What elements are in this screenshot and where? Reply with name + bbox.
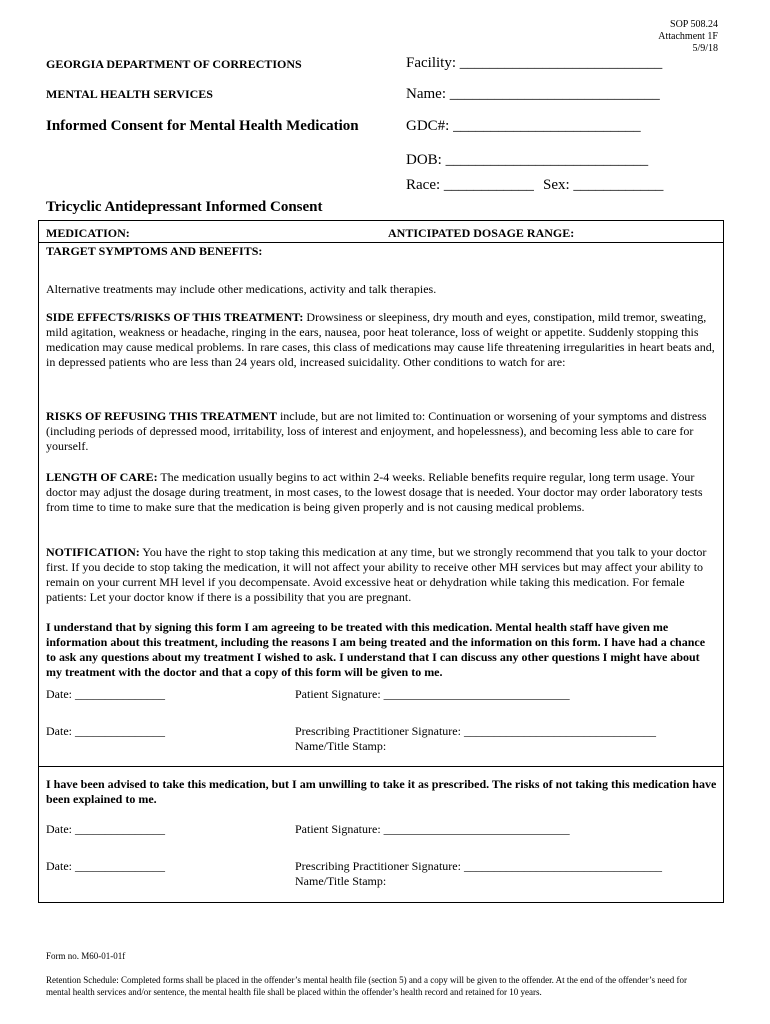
- race-field[interactable]: Race: ____________: [406, 177, 534, 193]
- sop-number: SOP 508.24: [670, 19, 718, 30]
- page-title: Informed Consent for Mental Health Medication: [46, 118, 359, 134]
- refusing-text: include, but are not limited to: Continuation or worsening of your symptoms and distress (including periods of depressed mood, irritability, loss of interest and enjoyment, and hopelessness), and becoming less able to care for yourself.: [46, 409, 707, 453]
- form-subtitle: Tricyclic Antidepressant Informed Consent: [46, 199, 323, 215]
- refusal-practitioner-signature-field[interactable]: Prescribing Practitioner Signature: _________________________________: [295, 859, 662, 873]
- alternatives-text: Alternative treatments may include other medications, activity and talk therapies.: [46, 282, 437, 296]
- row-divider: [39, 242, 723, 243]
- refusing-label: RISKS OF REFUSING THIS TREATMENT: [46, 409, 277, 423]
- notification-label: NOTIFICATION:: [46, 545, 140, 559]
- sex-field[interactable]: Sex: ____________: [543, 177, 664, 193]
- sop-attachment: Attachment 1F: [658, 31, 718, 42]
- side-effects-text: Drowsiness or sleepiness, dry mouth and eyes, constipation, mild tremor, sweating, mild agitation, weakness or headache, ringing in the ears, nausea, poor heat tolerance, loss of weight or appetite. Suddenly stopping this medication may cause medical problems. In rare cases, this class of medications may cause life threatening irregularities in heart beats and, in depressed patients who are less than 24 years old, increased suicidality. Other conditions to watch for are:: [46, 310, 715, 369]
- medication-label: MEDICATION:: [46, 226, 130, 240]
- consent-practitioner-date-field[interactable]: Date: _______________: [46, 724, 165, 738]
- section-divider: [39, 766, 723, 767]
- retention-schedule: Retention Schedule: Completed forms shall be placed in the offender’s mental health file (section 5) and a copy will be given to the offender. At the end of the offender’s need for mental health services and/or sentence, the mental health file shall be placed within the offender’s health record and retained for 10 years.: [46, 975, 687, 997]
- side-effects-paragraph: [46, 310, 718, 370]
- consent-name-title-stamp: Name/Title Stamp:: [295, 739, 387, 753]
- services-name: MENTAL HEALTH SERVICES: [46, 87, 213, 101]
- name-field[interactable]: Name: ____________________________: [406, 86, 660, 102]
- refusal-name-title-stamp: Name/Title Stamp:: [295, 874, 387, 888]
- dosage-range-label: ANTICIPATED DOSAGE RANGE:: [388, 226, 575, 240]
- form-number: Form no. M60-01-01f: [46, 951, 126, 961]
- sop-date: 5/9/18: [692, 43, 718, 54]
- refusal-statement: I have been advised to take this medication, but I am unwilling to take it as prescribed. The risks of not taking this medication have been explained to me.: [46, 777, 717, 806]
- consent-statement: I understand that by signing this form I am agreeing to be treated with this medication. Mental health staff have given me information about this treatment, including the reasons I am being treated and the information on this form. I have had a chance to ask any questions about my treatment I wished to ask. I understand that I can discuss any other questions I might have about my treatment with the doctor and that a copy of this form will be given to me.: [46, 620, 706, 679]
- consent-date-field[interactable]: Date: _______________: [46, 687, 165, 701]
- department-name: GEORGIA DEPARTMENT OF CORRECTIONS: [46, 57, 302, 71]
- length-of-care-label: LENGTH OF CARE:: [46, 470, 158, 484]
- consent-patient-signature-field[interactable]: Patient Signature: _______________________________: [295, 687, 570, 701]
- gdc-field[interactable]: GDC#: _________________________: [406, 118, 641, 134]
- notification-paragraph: [46, 545, 718, 605]
- facility-field[interactable]: Facility: ___________________________: [406, 55, 663, 71]
- refusal-practitioner-date-field[interactable]: Date: _______________: [46, 859, 165, 873]
- length-of-care-text: The medication usually begins to act within 2-4 weeks. Reliable benefits require regular, long term usage. Your doctor may adjust the dosage during treatment, in most cases, to the lowest dosage that is needed. Your doctor may order laboratory tests from time to time to make sure that the medication is being given properly and is not causing medical problems.: [46, 470, 703, 514]
- refusal-patient-signature-field[interactable]: Patient Signature: _______________________________: [295, 822, 570, 836]
- side-effects-label: SIDE EFFECTS/RISKS OF THIS TREATMENT:: [46, 310, 304, 324]
- dob-field[interactable]: DOB: ___________________________: [406, 152, 649, 168]
- consent-practitioner-signature-field[interactable]: Prescribing Practitioner Signature: ________________________________: [295, 724, 656, 738]
- consent-form-box: [38, 220, 724, 903]
- length-of-care-paragraph: [46, 470, 718, 515]
- target-symptoms-label: TARGET SYMPTOMS AND BENEFITS:: [46, 244, 263, 258]
- notification-text: You have the right to stop taking this medication at any time, but we strongly recommend that you talk to your doctor first. If you decide to stop taking the medication, it will not affect your ability to receive other MH services but may affect your ability to remain on your current MH level if you decompensate. Avoid excessive heat or dehydration while taking this medication. For female patients: Let your doctor know if there is a possibility that you are pregnant.: [46, 545, 707, 604]
- refusing-paragraph: [46, 409, 718, 454]
- refusal-date-field[interactable]: Date: _______________: [46, 822, 165, 836]
